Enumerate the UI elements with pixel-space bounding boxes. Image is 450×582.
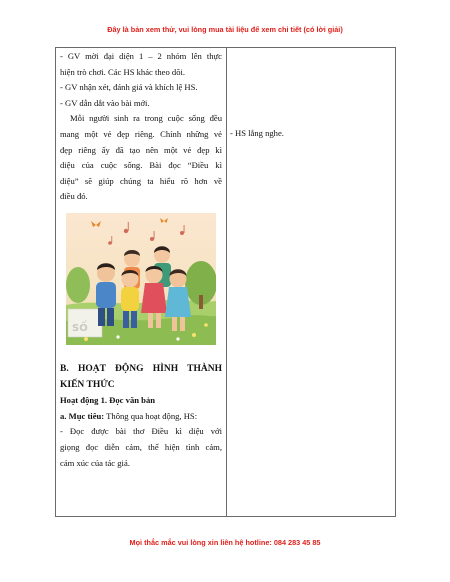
text-line: giọng đọc diễn cảm, thể hiện tình cảm, bbox=[60, 441, 222, 452]
preview-banner-top: Đây là bản xem thử, vui lòng mua tài liệu để xem chi tiết (có lời giải) bbox=[107, 25, 343, 34]
text-line: điều đó. bbox=[60, 191, 88, 202]
children-singing-illustration bbox=[66, 213, 216, 345]
poster-text: SỐ bbox=[72, 322, 88, 334]
section-heading-b-cont: KIẾN THỨC bbox=[60, 379, 115, 390]
teacher-activity-column bbox=[60, 49, 222, 471]
hotline-banner-bottom: Mọi thắc mắc vui lòng xin liên hệ hotline: 084 283 45 85 bbox=[129, 538, 321, 547]
text-line: đẹp riêng ấy đã tạo nên một vẻ đẹp kì bbox=[60, 144, 222, 155]
activity-title: Hoạt động 1. Đọc văn bản bbox=[60, 395, 156, 406]
text-line: - Đọc được bài thơ Điều kì diệu với bbox=[60, 426, 222, 437]
children-illustration-wrapper bbox=[60, 213, 222, 347]
text-line: - HS lắng nghe. bbox=[230, 128, 284, 138]
objective-label: a. Mục tiêu: bbox=[60, 410, 105, 421]
objective-text: Thông qua hoạt động, HS: bbox=[104, 410, 198, 421]
section-heading-b: B. HOẠT ĐỘNG HÌNH THÀNH bbox=[60, 363, 222, 374]
text-line: Mỗi người sinh ra trong cuộc sống đều bbox=[70, 113, 222, 124]
text-line: hiện trò chơi. Các HS khác theo dõi. bbox=[60, 66, 186, 77]
text-line: cảm xúc của tác giả. bbox=[60, 457, 130, 468]
objective-line bbox=[60, 409, 222, 425]
text-line: - GV dẫn dắt vào bài mới. bbox=[60, 97, 150, 108]
table-column-divider bbox=[226, 47, 227, 517]
text-line: diệu của cuộc sống. Bài đọc “Điều kì bbox=[60, 160, 222, 171]
text-line: mang một vẻ đẹp riêng. Chính những vẻ bbox=[60, 128, 222, 139]
text-line: diệu” sẽ giúp chúng ta hiểu rõ hơn về bbox=[60, 175, 222, 186]
student-activity-column bbox=[230, 126, 390, 142]
text-line: - GV nhận xét, đánh giá và khích lệ HS. bbox=[60, 82, 198, 93]
text-line: - GV mời đại diện 1 – 2 nhóm lên thực bbox=[60, 51, 222, 61]
